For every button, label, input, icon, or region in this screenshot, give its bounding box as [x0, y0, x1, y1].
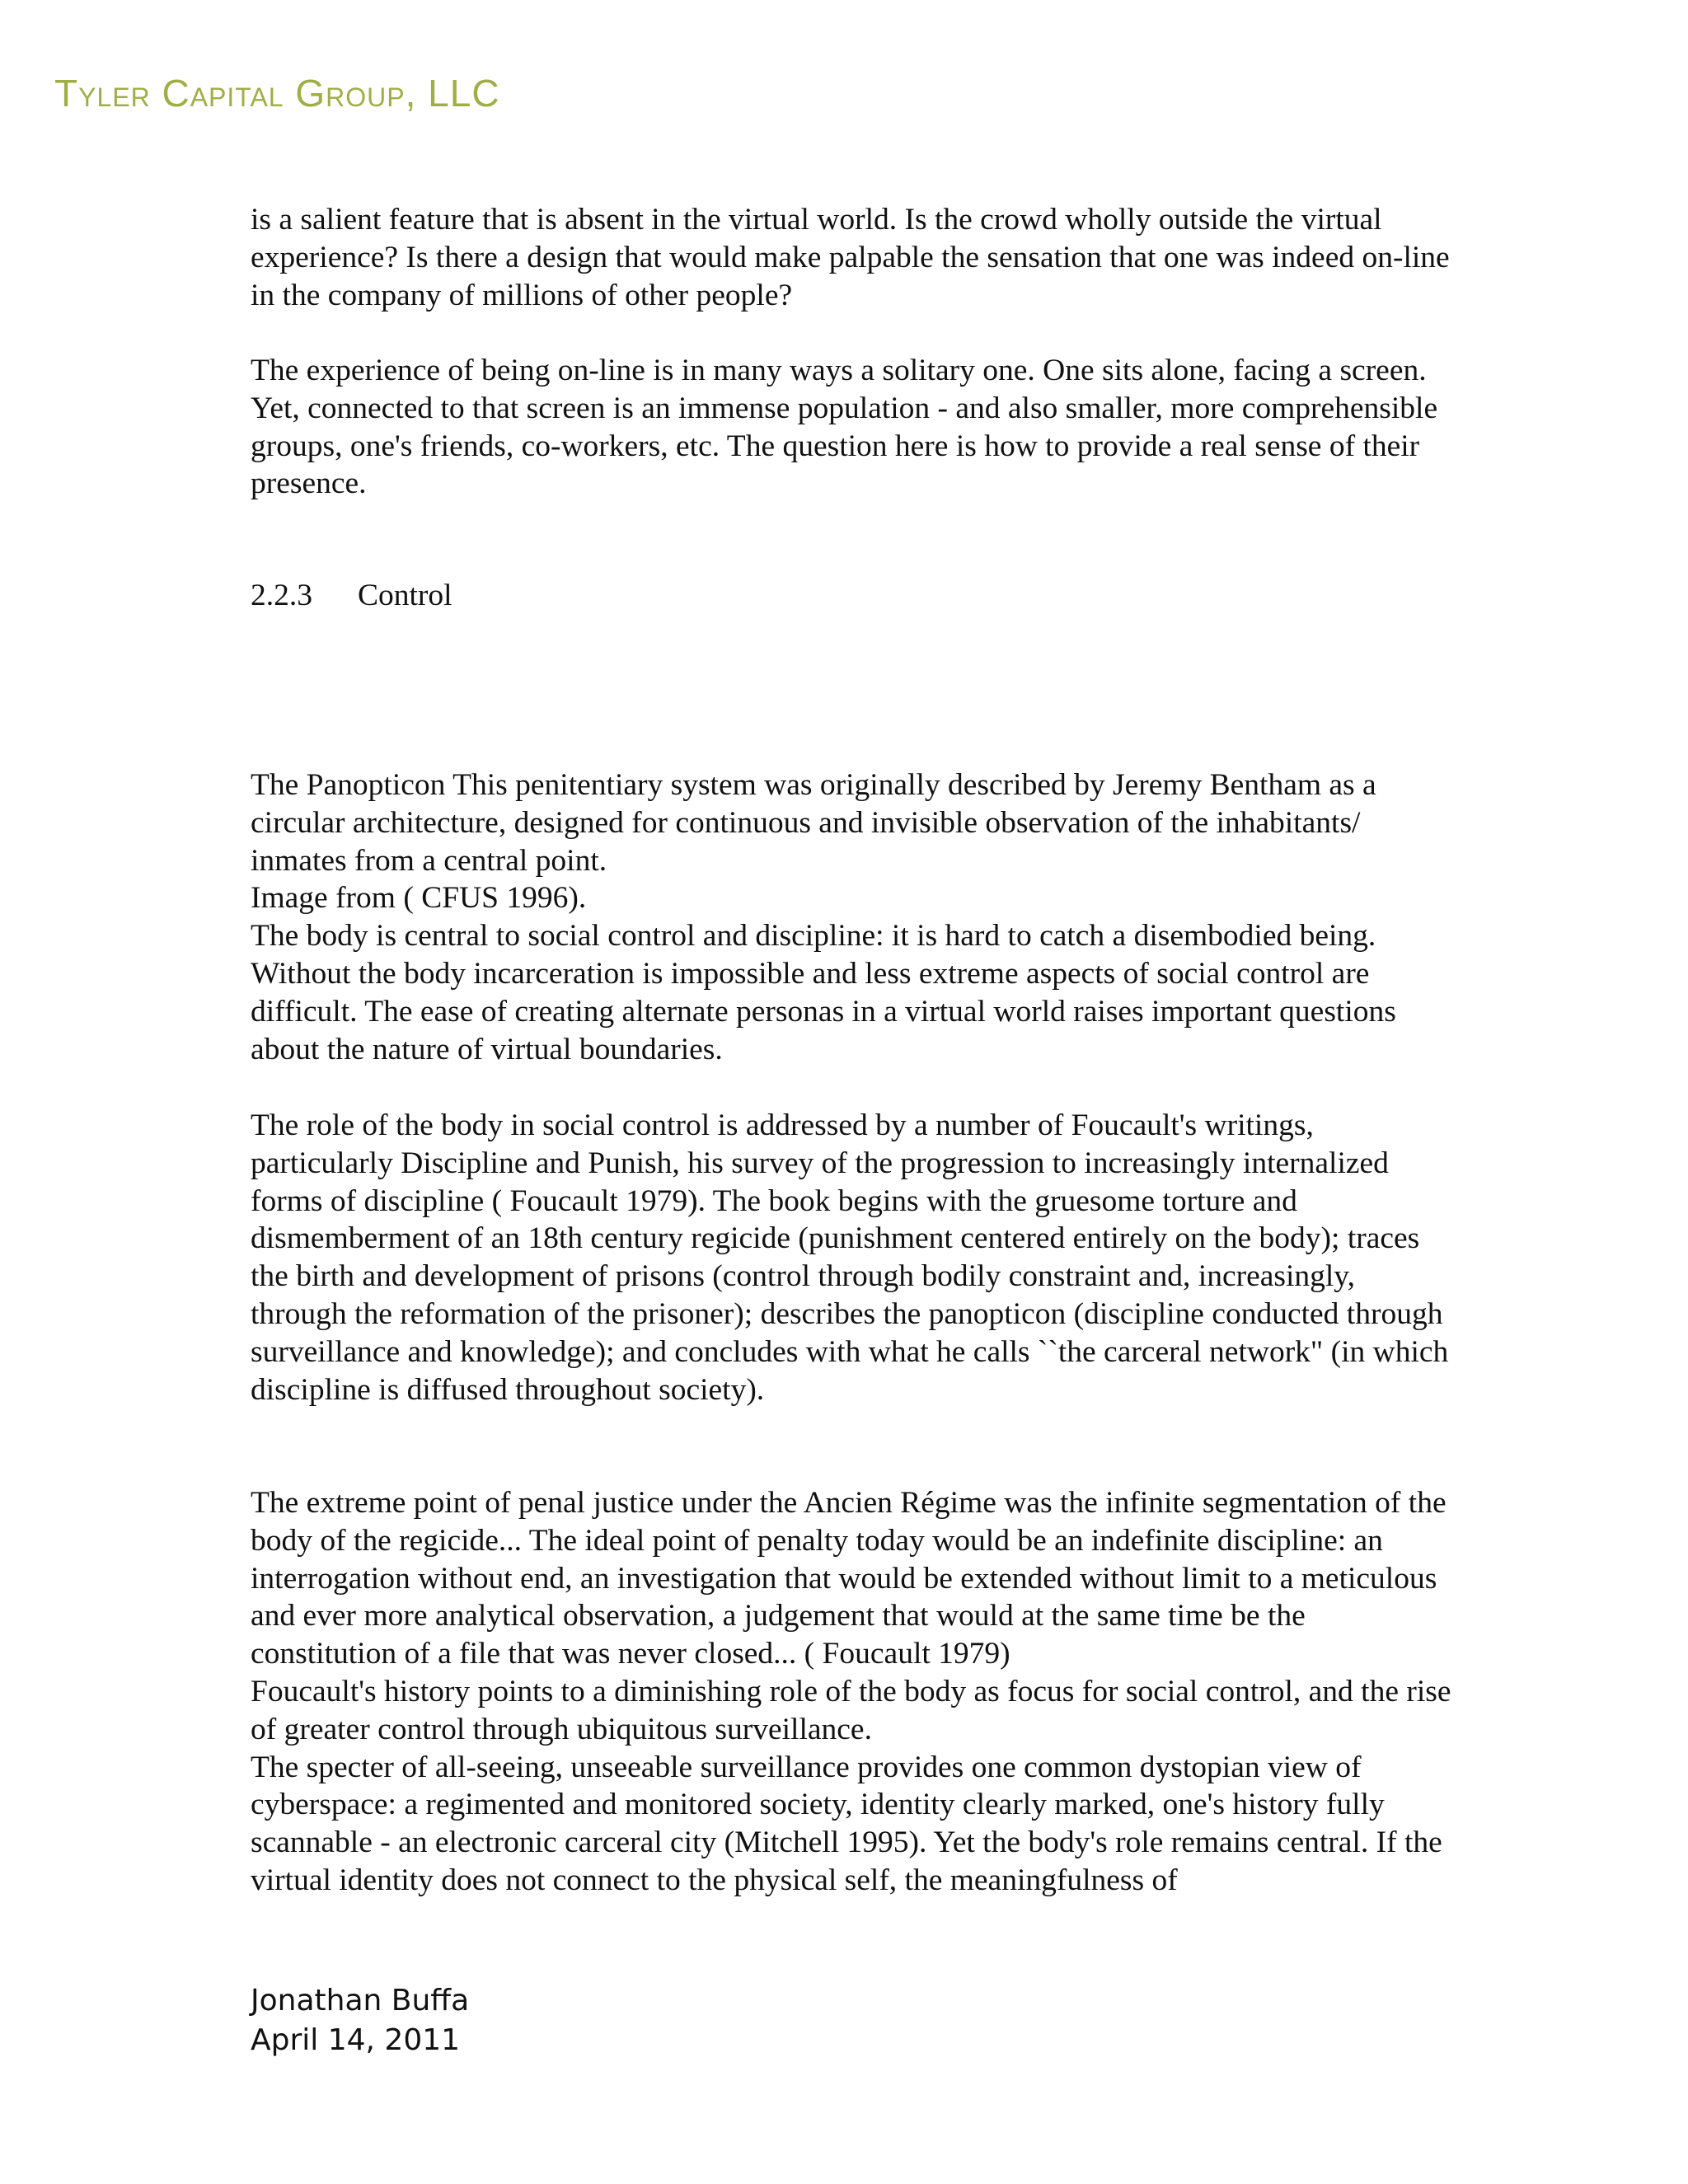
- image-caption: Image from ( CFUS 1996).: [251, 881, 587, 916]
- text-block-2: [251, 352, 1454, 503]
- paragraph-panopticon: The Panopticon This penitentiary system was originally described by Jeremy Bentham as a circular architecture, designed for continuous and invisible observation of the inhabitants/ inmates from a central point.: [251, 768, 1376, 878]
- paragraph-foucault: The role of the body in social control is addressed by a number of Foucault's writings, particularly Discipline and Punish, his survey of the progression to increasingly internalized forms of discipline ( Foucault 1979). The book begins with the gruesome torture and dismemberment of an 18th century regicide (punishment centered entirely on the body); traces the birth and development of prisons (control through bodily constraint and, increasingly, through the reformation of the prisoner); describes the panopticon (discipline conducted through surveillance and knowledge); and concludes with what he calls ``the carceral network" (in which discipline is diffused throughout society).: [251, 1108, 1449, 1407]
- section-number: 2.2.3: [251, 579, 312, 612]
- author-name: Jonathan Buffa: [251, 1984, 470, 2018]
- company-header: Tyler Capital Group, LLC: [54, 72, 500, 115]
- footer: [251, 1981, 469, 2060]
- paragraph-diminishing-role: Foucault's history points to a diminishing role of the body as focus for social control, and the rise of greater control through ubiquitous surveillance.: [251, 1674, 1451, 1746]
- document-date: April 14, 2011: [251, 2023, 461, 2057]
- paragraph-solitary: The experience of being on-line is in many ways a solitary one. One sits alone, facing a screen. Yet, connected to that screen is an immense population - and also smaller, more comprehensible groups, one's friends, co-workers, etc. The question here is how to provide a real sense of their presence.: [251, 354, 1438, 501]
- paragraph-body-central: The body is central to social control and discipline: it is hard to catch a disembodied being. Without the body incarceration is impossible and less extreme aspects of social control are difficult. The ease of creating alternate personas in a virtual world raises important questions about the nature of virtual boundaries.: [251, 919, 1396, 1066]
- section-title: Control: [358, 579, 452, 612]
- text-block-4: [251, 1107, 1454, 1408]
- section-heading: [251, 577, 452, 615]
- paragraph-crowd: is a salient feature that is absent in the virtual world. Is the crowd wholly outside the virtual experience? Is there a design that would make palpable the sensation that one was indeed on-line in the company of millions of other people?: [251, 203, 1450, 312]
- text-block-1: [251, 201, 1454, 314]
- text-block-3: [251, 766, 1454, 1068]
- paragraph-surveillance: The specter of all-seeing, unseeable surveillance provides one common dystopian view of cyberspace: a regimented and monitored society, identity clearly marked, one's history fully scannable - an electronic carceral city (Mitchell 1995). Yet the body's role remains central. If the virtual identity does not connect to the physical self, the meaningfulness of: [251, 1750, 1442, 1897]
- text-block-5: [251, 1484, 1454, 1900]
- quote-penal-justice: The extreme point of penal justice under the Ancien Régime was the infinite segmentation of the body of the regicide... The ideal point of penalty today would be an indefinite discipline: an interrogation without end, an investigation that would be extended without limit to a meticulous and ever more analytical observation, a judgement that would at the same time be the constitution of a file that was never closed... ( Foucault 1979): [251, 1486, 1447, 1671]
